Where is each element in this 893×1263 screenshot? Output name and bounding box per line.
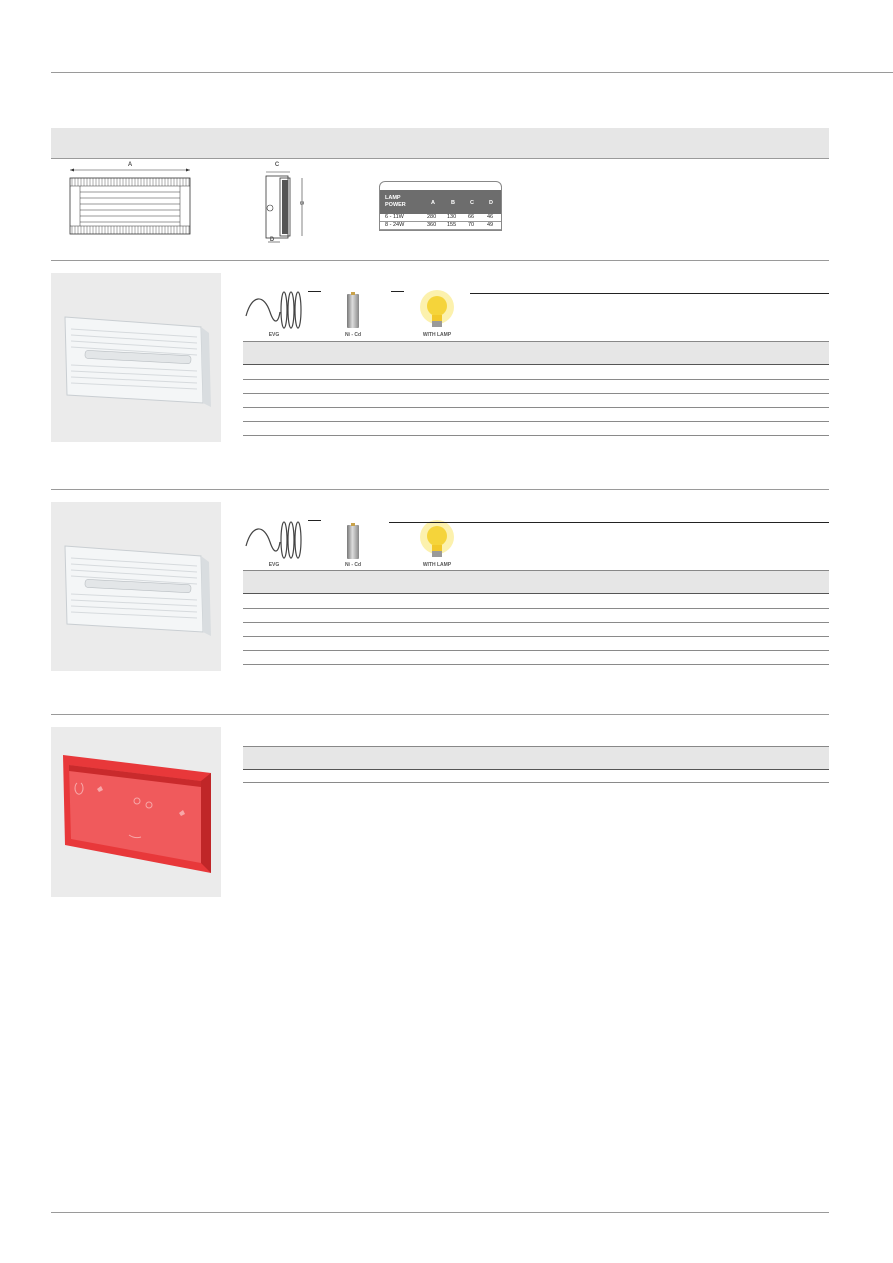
spec-line-2 bbox=[391, 291, 404, 292]
evg-icon bbox=[244, 288, 306, 337]
header-c: C bbox=[470, 200, 474, 206]
battery-terminal bbox=[351, 523, 355, 526]
with-lamp-label: WITH LAMP bbox=[422, 332, 452, 338]
product-photo-2 bbox=[51, 502, 221, 671]
header-lamp: LAMP bbox=[385, 195, 401, 201]
side-dim-d-label: D bbox=[269, 237, 275, 243]
accessory-table-header bbox=[243, 746, 829, 770]
header-d: D bbox=[489, 200, 493, 206]
product-table-header-1 bbox=[243, 341, 829, 365]
section-divider bbox=[51, 260, 829, 261]
header-a: A bbox=[431, 200, 435, 206]
spec-line-1 bbox=[308, 520, 321, 521]
product-table-header-2 bbox=[243, 570, 829, 594]
battery-icon bbox=[347, 525, 359, 559]
spec-line-3 bbox=[389, 522, 829, 523]
table-row bbox=[243, 636, 829, 637]
table-row bbox=[243, 782, 829, 783]
evg-label: EVG bbox=[268, 332, 280, 338]
dimension-table-header bbox=[380, 190, 501, 214]
section-header-band bbox=[51, 128, 829, 159]
luminaire-image bbox=[51, 502, 221, 671]
table-row bbox=[243, 393, 829, 394]
table-row bbox=[243, 622, 829, 623]
luminaire-image bbox=[51, 273, 221, 442]
front-view-drawing bbox=[66, 162, 194, 236]
table-row bbox=[243, 379, 829, 380]
section-divider bbox=[51, 714, 829, 715]
front-dim-label: A bbox=[127, 162, 133, 168]
table-row: 8 - 24W 360 155 70 49 bbox=[380, 222, 501, 230]
table-row bbox=[243, 421, 829, 422]
nicd-label: Ni - Cd bbox=[344, 332, 362, 338]
spec-line-3 bbox=[470, 293, 829, 294]
evg-label: EVG bbox=[268, 562, 280, 568]
nicd-label: Ni - Cd bbox=[344, 562, 362, 568]
bottom-rule bbox=[51, 1212, 829, 1213]
table-row bbox=[243, 650, 829, 651]
section-divider bbox=[51, 489, 829, 490]
product-photo-1 bbox=[51, 273, 221, 442]
evg-icon bbox=[244, 518, 306, 567]
header-power: POWER bbox=[385, 202, 406, 208]
mounting-box-image bbox=[51, 727, 221, 897]
with-lamp-label: WITH LAMP bbox=[422, 562, 452, 568]
table-row bbox=[243, 664, 829, 665]
table-row bbox=[243, 608, 829, 609]
top-rule bbox=[51, 72, 893, 73]
product-photo-3 bbox=[51, 727, 221, 897]
battery-terminal bbox=[351, 292, 355, 295]
table-row: 6 - 11W 280 130 66 46 bbox=[380, 214, 501, 222]
side-dim-b-label: B bbox=[298, 201, 304, 205]
battery-icon bbox=[347, 294, 359, 328]
table-row bbox=[243, 435, 829, 436]
side-dim-c-label: C bbox=[274, 162, 280, 168]
spec-line-1 bbox=[308, 291, 321, 292]
dimension-table bbox=[379, 181, 502, 231]
header-b: B bbox=[451, 200, 455, 206]
table-row bbox=[243, 407, 829, 408]
